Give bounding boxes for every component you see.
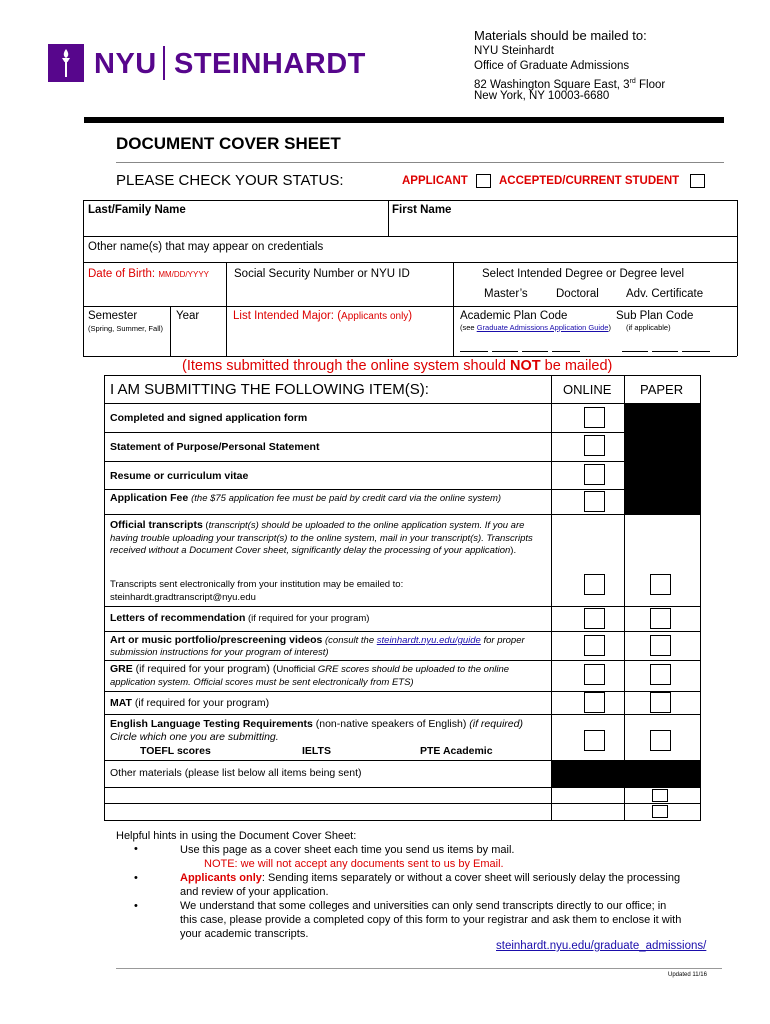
item-gre: GRE (if required for your program) (Unofficial GRE scores should be uploaded to the online application system. Official scores must be sent electronically from ETS) (110, 663, 510, 688)
sub-plan-note: (if applicable) (626, 323, 671, 332)
paper-column-header: PAPER (640, 382, 684, 397)
status-question: PLEASE CHECK YOUR STATUS: (116, 172, 344, 189)
plan-code-label: Academic Plan Code (460, 310, 568, 322)
mail-line-2: Office of Graduate Admissions (474, 60, 630, 72)
degree-adv-cert[interactable]: Adv. Certificate (626, 288, 704, 300)
degree-masters[interactable]: Master’s (484, 288, 528, 300)
major-label: List Intended Major: (Applicants only) (233, 310, 413, 322)
item-transcripts: Official transcripts (transcript(s) should be uploaded to the online application system. If you are having trouble uploading your transcript(s) to the online system, mail in your transcript(s). Transcripts received without a Document Cover sheet, significantly delay the processing of your application). (110, 519, 533, 556)
hint-1: Use this page as a cover sheet each time you send us items by mail. (180, 844, 515, 856)
applicant-checkbox[interactable] (476, 174, 491, 188)
online-checkbox-english[interactable] (584, 730, 605, 751)
online-checkbox-mat[interactable] (584, 692, 605, 713)
item-application-fee: Application Fee (the $75 application fee must be paid by credit card via the online system) (110, 492, 502, 504)
transcripts-email-note: Transcripts sent electronically from your institution may be emailed to: steinhardt.gradtranscript@nyu.edu (110, 579, 404, 603)
title-rule (116, 162, 724, 163)
status-accepted-label: ACCEPTED/CURRENT STUDENT (499, 175, 680, 187)
mail-line-4: New York, NY 10003-6680 (474, 90, 610, 102)
other-na-block (552, 761, 700, 787)
item-statement: Statement of Purpose/Personal Statement (110, 441, 320, 453)
logo-nyu-text: NYU (94, 48, 157, 80)
updated-date: Updated 11/16 (668, 972, 707, 978)
paper-checkbox-transcripts[interactable] (650, 574, 671, 595)
ssn-label: Social Security Number or NYU ID (234, 268, 410, 280)
hint-3: We understand that some colleges and universities can only send transcripts directly to our office; in (180, 900, 667, 912)
online-checkbox-letters[interactable] (584, 608, 605, 629)
degree-doctoral[interactable]: Doctoral (556, 288, 599, 300)
mail-line-1: NYU Steinhardt (474, 45, 554, 57)
item-portfolio: Art or music portfolio/prescreening videos (consult the steinhardt.nyu.edu/guide for proper submission instructions for your program of interest) (110, 634, 525, 658)
paper-checkbox-other-2[interactable] (652, 805, 668, 818)
online-column-header: ONLINE (563, 382, 612, 397)
mail-heading: Materials should be mailed to: (474, 28, 647, 43)
online-note: (Items submitted through the online system should NOT be mailed) (182, 358, 613, 374)
item-english: English Language Testing Requirements (non-native speakers of English) (if required) Circle which one you are submitting. (110, 718, 523, 743)
paper-checkbox-gre[interactable] (650, 664, 671, 685)
hint-3-cont-2: your academic transcripts. (180, 928, 309, 940)
online-checkbox-resume[interactable] (584, 464, 605, 485)
app-guide-link[interactable]: Graduate Admissions Application Guide (476, 323, 609, 332)
online-checkbox-fee[interactable] (584, 491, 605, 512)
hint-2-cont: and review of your application. (180, 886, 329, 898)
item-mat: MAT (if required for your program) (110, 697, 270, 709)
logo-divider (163, 46, 165, 80)
first-name-label: First Name (392, 204, 452, 216)
mail-line-3: 82 Washington Square East, 3rd Floor (474, 78, 666, 91)
footer-rule (116, 968, 722, 969)
paper-checkbox-mat[interactable] (650, 692, 671, 713)
paper-checkbox-english[interactable] (650, 730, 671, 751)
plan-code-note: (see Graduate Admissions Application Guide) (460, 323, 611, 332)
torch-icon (61, 49, 71, 77)
header-rule (84, 117, 724, 123)
online-checkbox-portfolio[interactable] (584, 635, 605, 656)
sub-plan-label: Sub Plan Code (616, 310, 694, 322)
online-checkbox-application-form[interactable] (584, 407, 605, 428)
page-title: DOCUMENT COVER SHEET (116, 134, 341, 153)
last-name-label: Last/Family Name (88, 204, 186, 216)
paper-checkbox-letters[interactable] (650, 608, 671, 629)
paper-na-block (625, 404, 700, 514)
item-resume: Resume or curriculum vitae (110, 470, 249, 482)
degree-select-label: Select Intended Degree or Degree level (482, 268, 685, 280)
item-application-form: Completed and signed application form (110, 412, 308, 424)
dob-label: Date of Birth: MM/DD/YYYY (88, 268, 209, 280)
semester-note: (Spring, Summer, Fall) (88, 324, 164, 333)
bullet-icon: • (134, 900, 138, 912)
hint-3-cont-1: this case, please provide a completed copy of this form to your registrar and ask them to enclose it with (180, 914, 682, 926)
pte-option[interactable]: PTE Academic (420, 745, 493, 757)
paper-checkbox-other-1[interactable] (652, 789, 668, 802)
graduate-admissions-link[interactable]: steinhardt.nyu.edu/graduate_admissions/ (496, 940, 707, 952)
transcript-email-address[interactable]: steinhardt.gradtranscript@nyu.edu (110, 591, 256, 603)
ielts-option[interactable]: IELTS (302, 745, 331, 757)
year-label: Year (176, 310, 200, 322)
online-checkbox-statement[interactable] (584, 435, 605, 456)
hint-2: Applicants only: Sending items separately or without a cover sheet will seriously delay the processing (180, 872, 681, 884)
bullet-icon: • (134, 843, 138, 855)
nyu-torch-logo (48, 44, 84, 82)
items-heading: I AM SUBMITTING THE FOLLOWING ITEM(S): (110, 381, 429, 398)
hint-1-note: NOTE: we will not accept any documents sent to us by Email. (204, 858, 504, 870)
hints-heading: Helpful hints in using the Document Cover Sheet: (116, 830, 357, 842)
status-applicant-label: APPLICANT (402, 175, 468, 187)
bullet-icon: • (134, 872, 138, 884)
accepted-checkbox[interactable] (690, 174, 705, 188)
toefl-option[interactable]: TOEFL scores (140, 745, 211, 757)
semester-label: Semester (88, 310, 138, 322)
logo-school-text: STEINHARDT (174, 48, 366, 80)
item-other-materials: Other materials (please list below all items being sent) (110, 767, 362, 779)
online-checkbox-transcripts[interactable] (584, 574, 605, 595)
other-names-label: Other name(s) that may appear on credentials (88, 241, 324, 253)
guide-link[interactable]: steinhardt.nyu.edu/guide (376, 635, 481, 646)
online-checkbox-gre[interactable] (584, 664, 605, 685)
paper-checkbox-portfolio[interactable] (650, 635, 671, 656)
item-letters: Letters of recommendation (if required for your program) (110, 612, 370, 624)
